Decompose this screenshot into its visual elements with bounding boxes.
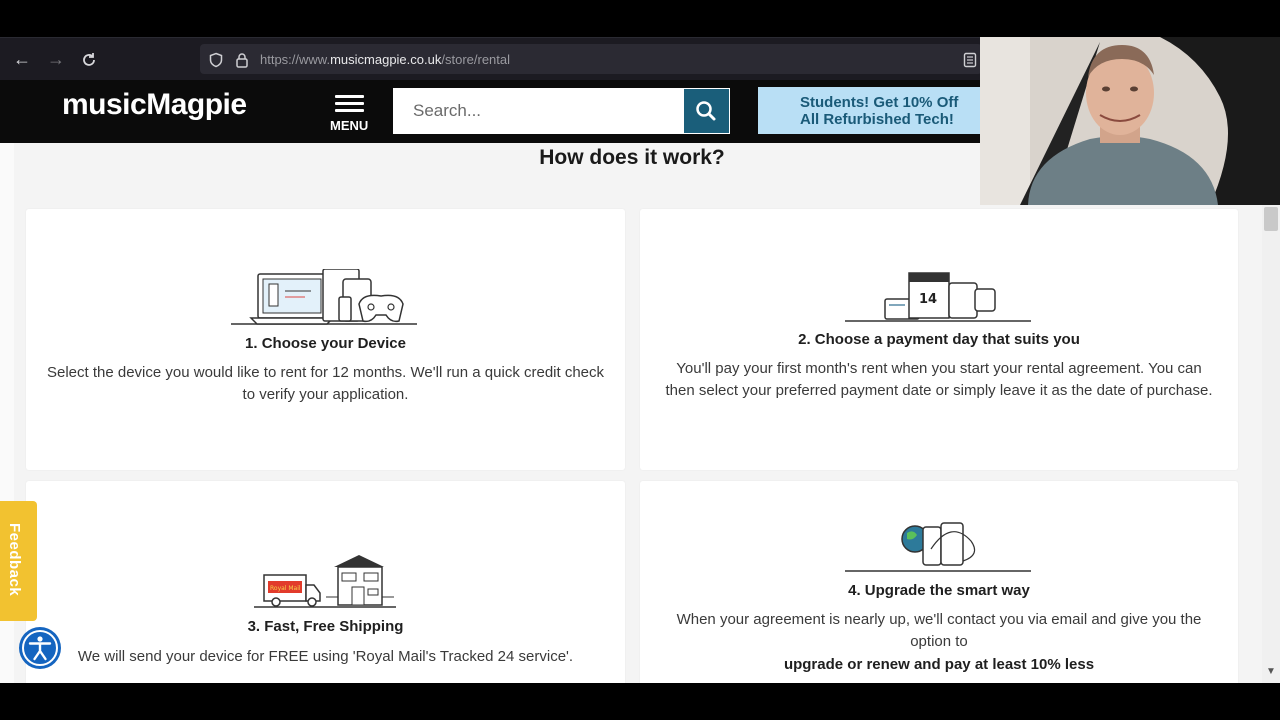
scrollbar[interactable] xyxy=(1262,205,1280,683)
hamburger-icon xyxy=(335,95,364,98)
letterbox-bottom xyxy=(0,683,1280,720)
back-arrow-icon[interactable]: ← xyxy=(13,49,31,69)
letterbox-top xyxy=(0,0,1280,37)
reload-icon[interactable] xyxy=(80,51,98,69)
step-title: 1. Choose your Device xyxy=(245,335,406,352)
calendar-day: 14 xyxy=(919,292,938,307)
step-title: 4. Upgrade the smart way xyxy=(848,582,1030,599)
step-description: You'll pay your first month's rent when you start your rental agreement. You can then select your preferred payment date or simply leave it as the date of purchase. xyxy=(665,360,1213,399)
search-button[interactable] xyxy=(683,88,730,134)
scroll-down-arrow-icon[interactable]: ▼ xyxy=(1266,666,1276,677)
feedback-tab[interactable] xyxy=(0,501,37,621)
step-card-device xyxy=(26,209,625,470)
search-input[interactable] xyxy=(393,88,683,134)
section-title: How does it work? xyxy=(539,146,725,169)
promo-line-2: All Refurbished Tech! xyxy=(800,111,954,128)
search-icon xyxy=(684,89,729,133)
step-description: Select the device you would like to rent for 12 months. We'll run a quick credit check to verify your application. xyxy=(46,364,605,403)
step-description-bold: upgrade or renew and pay at least 10% less xyxy=(783,656,1095,673)
menu-label: MENU xyxy=(330,118,369,133)
webcam-person-image xyxy=(980,37,1280,205)
step-description: We will send your device for FREE using 'Royal Mail's Tracked 24 service'. xyxy=(77,648,574,665)
step-title: 3. Fast, Free Shipping xyxy=(247,618,404,635)
promo-line-1: Students! Get 10% Off xyxy=(800,94,959,111)
van-label: Royal Mail xyxy=(270,585,301,592)
accessibility-button[interactable] xyxy=(19,627,61,669)
feedback-label: Feedback xyxy=(6,523,23,597)
menu-button[interactable] xyxy=(328,92,372,134)
webcam-overlay xyxy=(980,37,1280,205)
step-card-payment xyxy=(640,209,1238,470)
calendar-payment-icon xyxy=(845,271,1035,323)
url-text[interactable]: https://www.musicmagpie.co.uk/store/rental xyxy=(260,52,511,67)
site-logo[interactable]: musicMagpie xyxy=(62,88,247,121)
reader-view-icon[interactable] xyxy=(963,52,977,68)
step-title: 2. Choose a payment day that suits you xyxy=(798,331,1080,348)
accessibility-icon xyxy=(19,627,61,669)
forward-arrow-icon[interactable]: → xyxy=(47,49,65,69)
delivery-van-icon xyxy=(254,551,398,611)
shield-icon[interactable] xyxy=(208,52,224,68)
step-card-shipping xyxy=(26,481,625,691)
scrollbar-thumb[interactable] xyxy=(1264,207,1278,231)
devices-icon xyxy=(231,269,421,329)
lock-icon[interactable] xyxy=(235,52,249,68)
step-description: When your agreement is nearly up, we'll contact you via email and give you the option to xyxy=(676,611,1202,650)
upgrade-phone-icon xyxy=(845,521,1035,573)
step-card-upgrade xyxy=(640,481,1238,691)
promo-banner[interactable] xyxy=(758,87,980,134)
